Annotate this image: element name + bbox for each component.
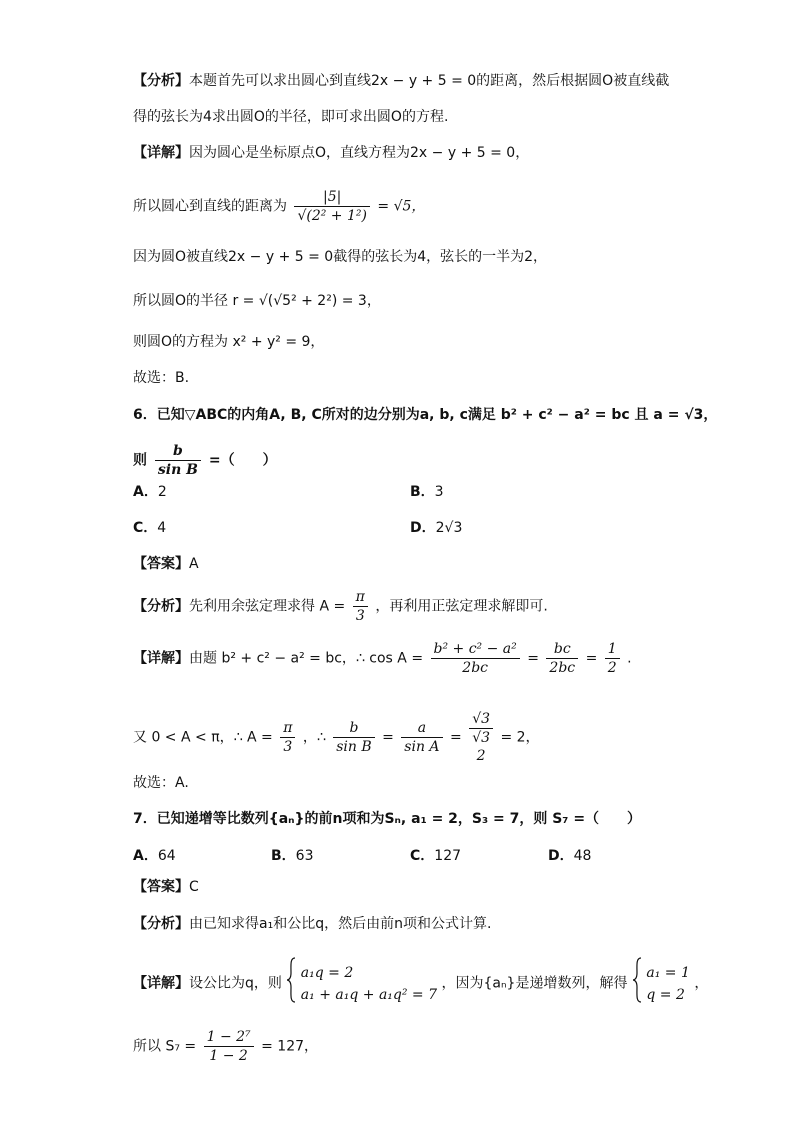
detail-line-5 — [133, 331, 734, 353]
q7-option-c — [410, 845, 461, 867]
q6-detail1-post: . — [627, 650, 632, 667]
q6-detail2-mid: ，∴ — [302, 729, 326, 746]
analysis-tag: 【分析】 — [133, 73, 189, 89]
fraction-numerator: b — [173, 443, 183, 459]
fraction-numerator: b² + c² − a² — [433, 641, 517, 657]
q6-stem-fraction — [155, 442, 201, 479]
equation-system-2 — [646, 962, 690, 1006]
fraction-denominator: 2bc — [431, 658, 520, 677]
q6-detail1-pre: 由题 b² + c² − a² = bc，∴ cos A = — [189, 650, 424, 667]
fraction-numerator: π — [355, 589, 365, 605]
detail-text-5: 则圆O的方程为 x² + y² = 9， — [133, 334, 325, 350]
q6-detail2-pre: 又 0 < A < π，∴ A = — [133, 729, 273, 746]
cos-fraction-2 — [546, 640, 578, 677]
q7-answer-line — [133, 876, 734, 898]
left-brace-icon — [632, 957, 642, 1010]
q6-answer-line — [133, 553, 734, 575]
option-label: C． — [133, 520, 158, 536]
q7-detail-post: ， — [694, 975, 709, 992]
answer-tag: 【答案】 — [133, 556, 189, 572]
q6-detail2-post: = 2， — [500, 729, 540, 746]
q6-detail-line-2 — [133, 710, 734, 765]
fraction-denominator: √3 — [469, 728, 493, 747]
fraction-numerator: 1 − 2⁷ — [206, 1029, 251, 1045]
detail-tag: 【详解】 — [133, 975, 189, 992]
equals-sign: = — [527, 650, 539, 667]
system-line: a₁q = 2 — [300, 964, 354, 981]
fraction-numerator: √3 — [472, 711, 491, 727]
detail-text-2-pre: 所以圆心到直线的距离为 — [133, 198, 287, 215]
system-line: q = 2 — [646, 986, 685, 1003]
fraction-numerator: 1 — [607, 641, 617, 657]
option-label: B． — [271, 848, 296, 864]
analysis-tag: 【分析】 — [133, 598, 189, 615]
equals-sign: = — [585, 650, 598, 667]
detail-tag: 【详解】 — [133, 650, 189, 667]
q6-option-c — [133, 517, 166, 539]
fraction-numerator: a — [417, 720, 427, 736]
option-label: C． — [410, 848, 435, 864]
option-value: 2 — [157, 484, 167, 500]
analysis-line-2 — [133, 106, 734, 128]
detail-line-3 — [133, 246, 734, 268]
q7-option-b — [271, 845, 314, 867]
q6-detail-line-1 — [133, 640, 734, 677]
q7-final-pre: 所以 S₇ = — [133, 1038, 197, 1055]
q6-analysis-fraction — [353, 588, 368, 625]
q6-conclusion-text: 故选：A. — [133, 775, 189, 791]
q6-analysis-line — [133, 588, 734, 625]
detail-line-1 — [133, 142, 734, 164]
a-fraction — [280, 719, 295, 756]
fraction-sub-denominator: 2 — [476, 748, 486, 764]
q7-detail-pre: 设公比为q，则 — [189, 975, 282, 992]
answer-tag: 【答案】 — [133, 879, 189, 895]
option-value: 127 — [434, 848, 462, 864]
system-line: a₁ = 1 — [646, 964, 690, 981]
fraction-denominator: 1 − 2 — [204, 1046, 254, 1065]
q7-analysis-line — [133, 913, 734, 935]
option-value: 48 — [573, 848, 592, 864]
conclusion-line — [133, 367, 734, 389]
q6-analysis-pre: 先利用余弦定理求得 A = — [189, 598, 346, 615]
option-value: 64 — [157, 848, 176, 864]
analysis-tag: 【分析】 — [133, 916, 189, 932]
sine-fraction-1 — [333, 719, 374, 756]
detail-text-3: 因为圆O被直线2x − y + 5 = 0截得的弦长为4，弦长的一半为2， — [133, 249, 548, 265]
q6-stem-line-2 — [133, 442, 734, 479]
q6-stem-pre: 则 — [133, 452, 147, 469]
q7-option-a — [133, 845, 176, 867]
q6-stem-line-1 — [133, 404, 734, 426]
cos-fraction-1 — [431, 640, 520, 677]
detail-tag: 【详解】 — [133, 145, 189, 161]
q7-stem-text: 7．已知递增等比数列{aₙ}的前n项和为Sₙ, a₁ = 2，S₃ = 7，则 S₇ =（ ） — [133, 811, 642, 827]
fraction-numerator: b — [349, 720, 359, 736]
q7-answer-value: C — [189, 879, 199, 895]
option-label: D． — [548, 848, 574, 864]
distance-fraction — [294, 188, 370, 225]
q6-answer-value: A — [189, 556, 199, 572]
fraction-denominator: sin B — [155, 460, 201, 479]
analysis-line — [133, 70, 734, 92]
left-brace-icon — [286, 957, 296, 1010]
q7-final-post: = 127， — [261, 1038, 319, 1055]
option-value: 63 — [295, 848, 314, 864]
sum-fraction — [204, 1028, 254, 1065]
fraction-denominator: sin A — [401, 737, 442, 756]
analysis-text: 本题首先可以求出圆心到直线2x − y + 5 = 0的距离，然后根据圆O被直线截 — [189, 73, 670, 89]
q7-option-d — [548, 845, 591, 867]
option-value: 3 — [434, 484, 444, 500]
q6-option-a — [133, 481, 167, 503]
detail-line-2 — [133, 188, 734, 225]
equals-sign: = — [450, 729, 462, 746]
fraction-denominator: √(2² + 1²) — [294, 206, 370, 225]
fraction-denominator: 3 — [353, 606, 368, 625]
fraction-numerator: |5| — [323, 189, 342, 205]
equals-sign: = — [382, 729, 394, 746]
equation-system-1 — [301, 962, 437, 1006]
q7-final-line — [133, 1028, 734, 1065]
detail-text-2-post: = √5， — [377, 198, 426, 215]
option-label: D． — [410, 520, 436, 536]
analysis-text-2: 得的弦长为4求出圆O的半径，即可求出圆O的方程. — [133, 109, 449, 125]
q6-option-b — [410, 481, 444, 503]
q7-detail-line — [133, 957, 734, 1010]
system-line: a₁ + a₁q + a₁q² = 7 — [300, 986, 438, 1003]
fraction-denominator: 2bc — [546, 658, 578, 677]
q7-analysis-text: 由已知求得a₁和公比q，然后由前n项和公式计算. — [189, 916, 492, 932]
q6-conclusion-line — [133, 772, 734, 794]
cos-fraction-3 — [605, 640, 620, 677]
q6-option-d — [410, 517, 462, 539]
option-label: A． — [133, 484, 158, 500]
sine-fraction-3 — [469, 710, 493, 765]
q7-stem-line — [133, 808, 734, 830]
fraction-denominator: 3 — [280, 737, 295, 756]
fraction-numerator: bc — [553, 641, 571, 657]
option-label: B． — [410, 484, 435, 500]
q6-stem-text: 6．已知▽ABC的内角A, B, C所对的边分别为a, b, c满足 b² + c² − a² = bc 且 a = √3， — [133, 407, 718, 423]
fraction-denominator: sin B — [333, 737, 374, 756]
q6-stem-post: =（ ） — [208, 452, 277, 469]
option-value: 2√3 — [435, 520, 463, 536]
conclusion-text: 故选：B. — [133, 370, 190, 386]
q7-detail-mid: ，因为{aₙ}是递增数列，解得 — [441, 975, 628, 992]
fraction-numerator: π — [283, 720, 293, 736]
option-label: A． — [133, 848, 158, 864]
option-value: 4 — [157, 520, 167, 536]
fraction-denominator: 2 — [605, 658, 620, 677]
q6-analysis-post: ，再利用正弦定理求解即可. — [375, 598, 548, 615]
detail-text-4: 所以圆O的半径 r = √(√5² + 2²) = 3， — [133, 293, 381, 309]
detail-line-4 — [133, 290, 734, 312]
detail-text-1: 因为圆心是坐标原点O，直线方程为2x − y + 5 = 0， — [189, 145, 530, 161]
sine-fraction-2 — [401, 719, 442, 756]
